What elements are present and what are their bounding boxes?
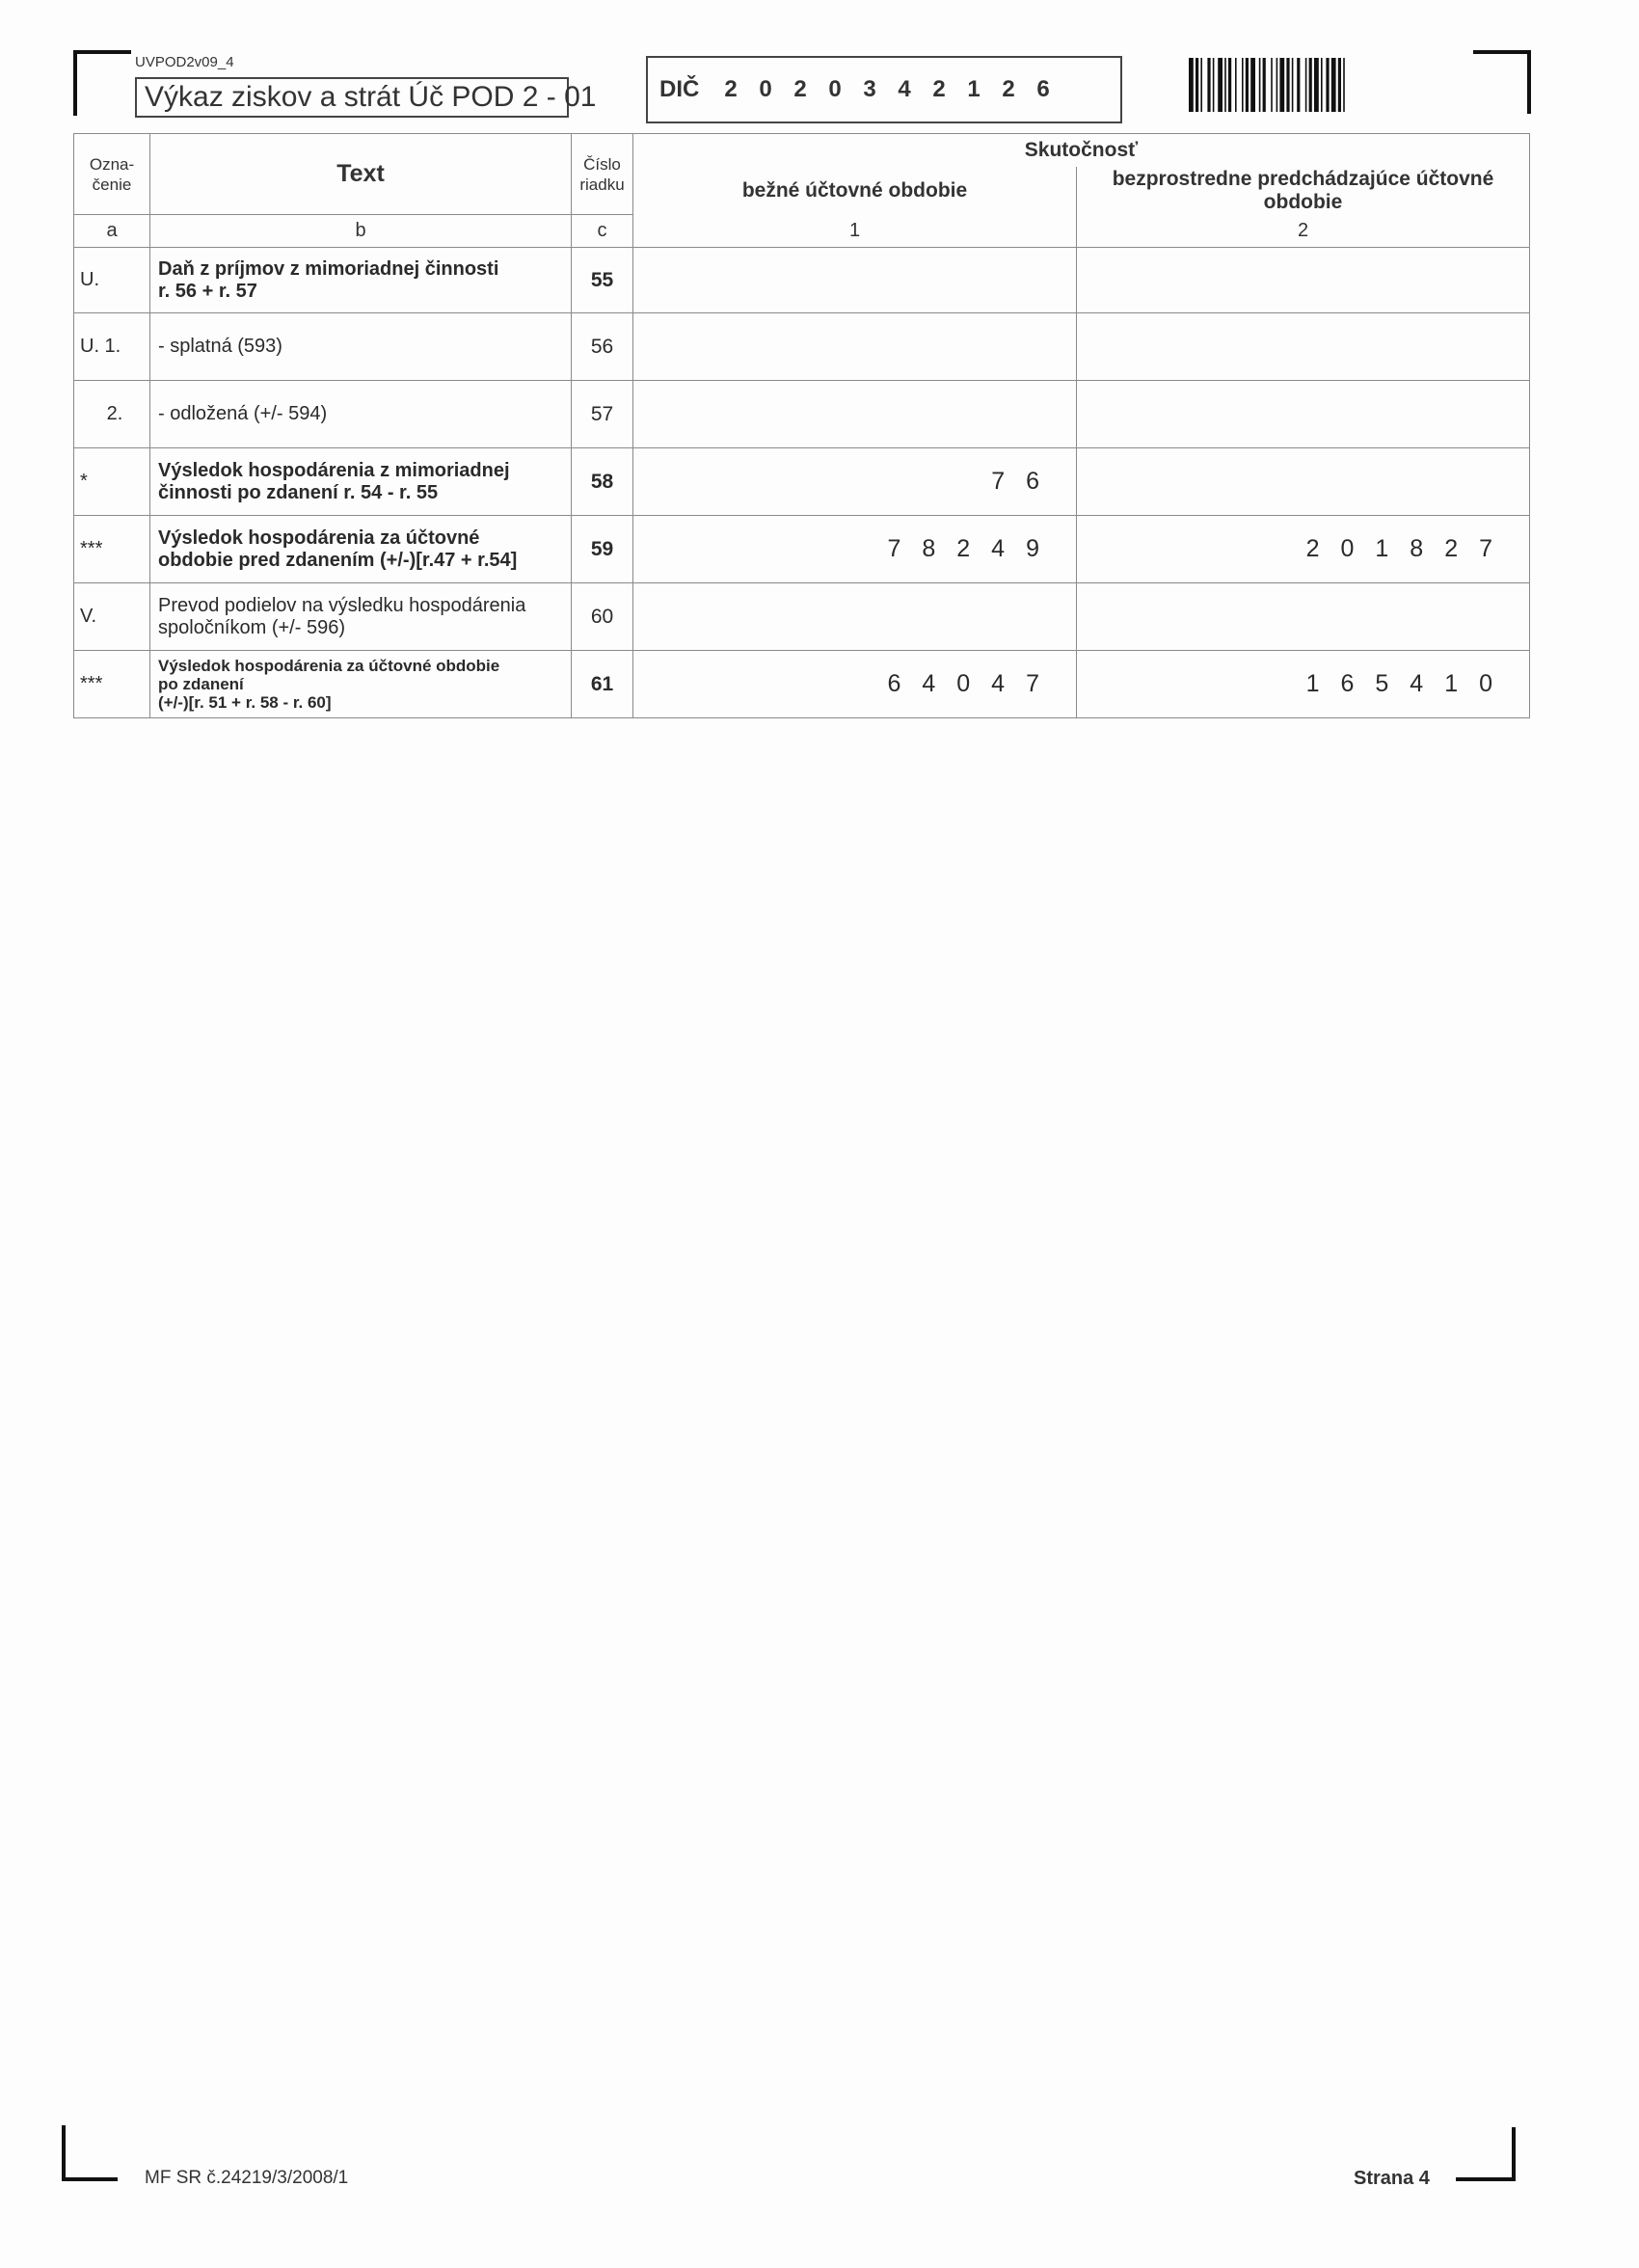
barcode-bar [1196, 58, 1198, 112]
value-previous [1077, 516, 1530, 583]
value-current [633, 516, 1077, 583]
barcode-bar [1286, 58, 1289, 112]
value-current [633, 381, 1077, 448]
row-text: Výsledok hospodárenia z mimoriadnej činnosti po zdanení r. 54 - r. 55 [150, 448, 572, 516]
table-row [74, 651, 1530, 718]
corner-mark-top-left-h [73, 50, 131, 54]
row-number: 55 [572, 248, 633, 313]
row-number: 57 [572, 381, 633, 448]
barcode-bar [1200, 58, 1202, 112]
barcode-bar [1276, 58, 1278, 112]
col-mark-header: Ozna- čenie [74, 134, 150, 215]
col-text-header: Text [150, 134, 572, 215]
row-number: 58 [572, 448, 633, 516]
form-title: Výkaz ziskov a strát Úč POD 2 - 01 [135, 77, 569, 118]
col-rowno-header: Číslo riadku [572, 134, 633, 215]
dic-digit: 0 [828, 76, 842, 102]
value-previous [1077, 381, 1530, 448]
value-previous [1077, 313, 1530, 381]
barcode-bar [1235, 58, 1237, 112]
value-current [633, 651, 1077, 718]
row-mark: *** [74, 516, 150, 583]
barcode-bar [1207, 58, 1210, 112]
value-previous [1077, 448, 1530, 516]
row-text: Výsledok hospodárenia za účtovné obdobie po zdanení (+/-)[r. 51 + r. 58 - r. 60] [150, 651, 572, 718]
row-mark: U. [74, 248, 150, 313]
barcode-bar [1297, 58, 1300, 112]
corner-mark-top-right-h [1473, 50, 1531, 54]
row-mark: 2. [74, 381, 150, 448]
row-mark: U. 1. [74, 313, 150, 381]
row-text: Prevod podielov na výsledku hospodárenia spoločníkom (+/- 596) [150, 583, 572, 651]
table-row [74, 248, 1530, 313]
table-row [74, 516, 1530, 583]
value-current [633, 313, 1077, 381]
table-row [74, 583, 1530, 651]
barcode-bar [1246, 58, 1249, 112]
barcode-bar [1321, 58, 1323, 112]
ministry-reference: MF SR č.24219/3/2008/1 [145, 2168, 349, 2188]
value-current [633, 448, 1077, 516]
barcode-bar [1250, 58, 1255, 112]
barcode-bar [1259, 58, 1261, 112]
corner-mark-top-right [1527, 50, 1531, 114]
dic-label: DIČ [659, 76, 700, 102]
row-text: - odložená (+/- 594) [150, 381, 572, 448]
table-row [74, 381, 1530, 448]
dic-digit: 2 [1002, 76, 1015, 102]
dic-box [646, 56, 1122, 123]
group-header-skutocnost: Skutočnosť [633, 134, 1530, 167]
corner-mark-bottom-left [62, 2125, 66, 2181]
row-mark: * [74, 448, 150, 516]
col-letter-b: b [150, 215, 572, 248]
row-number: 59 [572, 516, 633, 583]
form-code: UVPOD2v09_4 [135, 54, 234, 70]
value-current-text: 76 [991, 468, 1061, 495]
value-previous [1077, 248, 1530, 313]
dic-digit: 2 [932, 76, 946, 102]
corner-mark-bottom-right-h [1456, 2177, 1516, 2181]
row-number: 61 [572, 651, 633, 718]
barcode-bar [1338, 58, 1341, 112]
barcode-bar [1314, 58, 1319, 112]
barcode-bar [1189, 58, 1194, 112]
barcode-bar [1242, 58, 1244, 112]
dic-digits [724, 76, 1071, 103]
table-row [74, 313, 1530, 381]
barcode-bar [1309, 58, 1312, 112]
row-text: - splatná (593) [150, 313, 572, 381]
barcode-bar [1305, 58, 1307, 112]
barcode-bar [1292, 58, 1294, 112]
barcode-bar [1218, 58, 1223, 112]
dic-digit: 4 [898, 76, 911, 102]
barcode-bar [1326, 58, 1329, 112]
row-text: Daň z príjmov z mimoriadnej činnosti r. 56 + r. 57 [150, 248, 572, 313]
page-number: Strana 4 [1354, 2168, 1430, 2189]
profit-loss-table [73, 133, 1530, 718]
table-row [74, 448, 1530, 516]
value-current-text: 64047 [887, 670, 1061, 697]
row-mark: V. [74, 583, 150, 651]
row-number: 60 [572, 583, 633, 651]
dic-digit: 1 [967, 76, 981, 102]
dic-digit: 3 [863, 76, 876, 102]
col-number-2: 2 [1077, 215, 1530, 248]
value-previous [1077, 651, 1530, 718]
barcode-bar [1228, 58, 1231, 112]
value-previous-text: 201827 [1305, 535, 1515, 562]
row-text: Výsledok hospodárenia za účtovné obdobie pred zdanením (+/-)[r.47 + r.54] [150, 516, 572, 583]
corner-mark-bottom-right [1512, 2127, 1516, 2181]
corner-mark-bottom-left-h [62, 2177, 118, 2181]
row-number: 56 [572, 313, 633, 381]
col-letter-c: c [572, 215, 633, 248]
col-letter-a: a [74, 215, 150, 248]
barcode-bar [1343, 58, 1345, 112]
value-current [633, 583, 1077, 651]
value-previous-text: 165410 [1305, 670, 1515, 697]
dic-digit: 2 [793, 76, 807, 102]
dic-digit: 0 [759, 76, 772, 102]
value-current-text: 78249 [887, 535, 1061, 562]
barcode-bar [1271, 58, 1273, 112]
corner-mark-top-left [73, 50, 77, 116]
dic-digit: 2 [724, 76, 738, 102]
col-number-1: 1 [633, 215, 1077, 248]
barcode-bar [1213, 58, 1215, 112]
value-previous [1077, 583, 1530, 651]
dic-digit: 6 [1036, 76, 1050, 102]
barcode-bar [1279, 58, 1284, 112]
barcode-bar [1224, 58, 1226, 112]
value-current [633, 248, 1077, 313]
row-mark: *** [74, 651, 150, 718]
barcode-bar [1331, 58, 1336, 112]
col-current-header: bežné účtovné obdobie [633, 167, 1077, 215]
barcode-bar [1263, 58, 1266, 112]
barcode-icon [1189, 58, 1434, 112]
col-previous-header: bezprostredne predchádzajúce účtovné obdobie [1077, 167, 1530, 215]
